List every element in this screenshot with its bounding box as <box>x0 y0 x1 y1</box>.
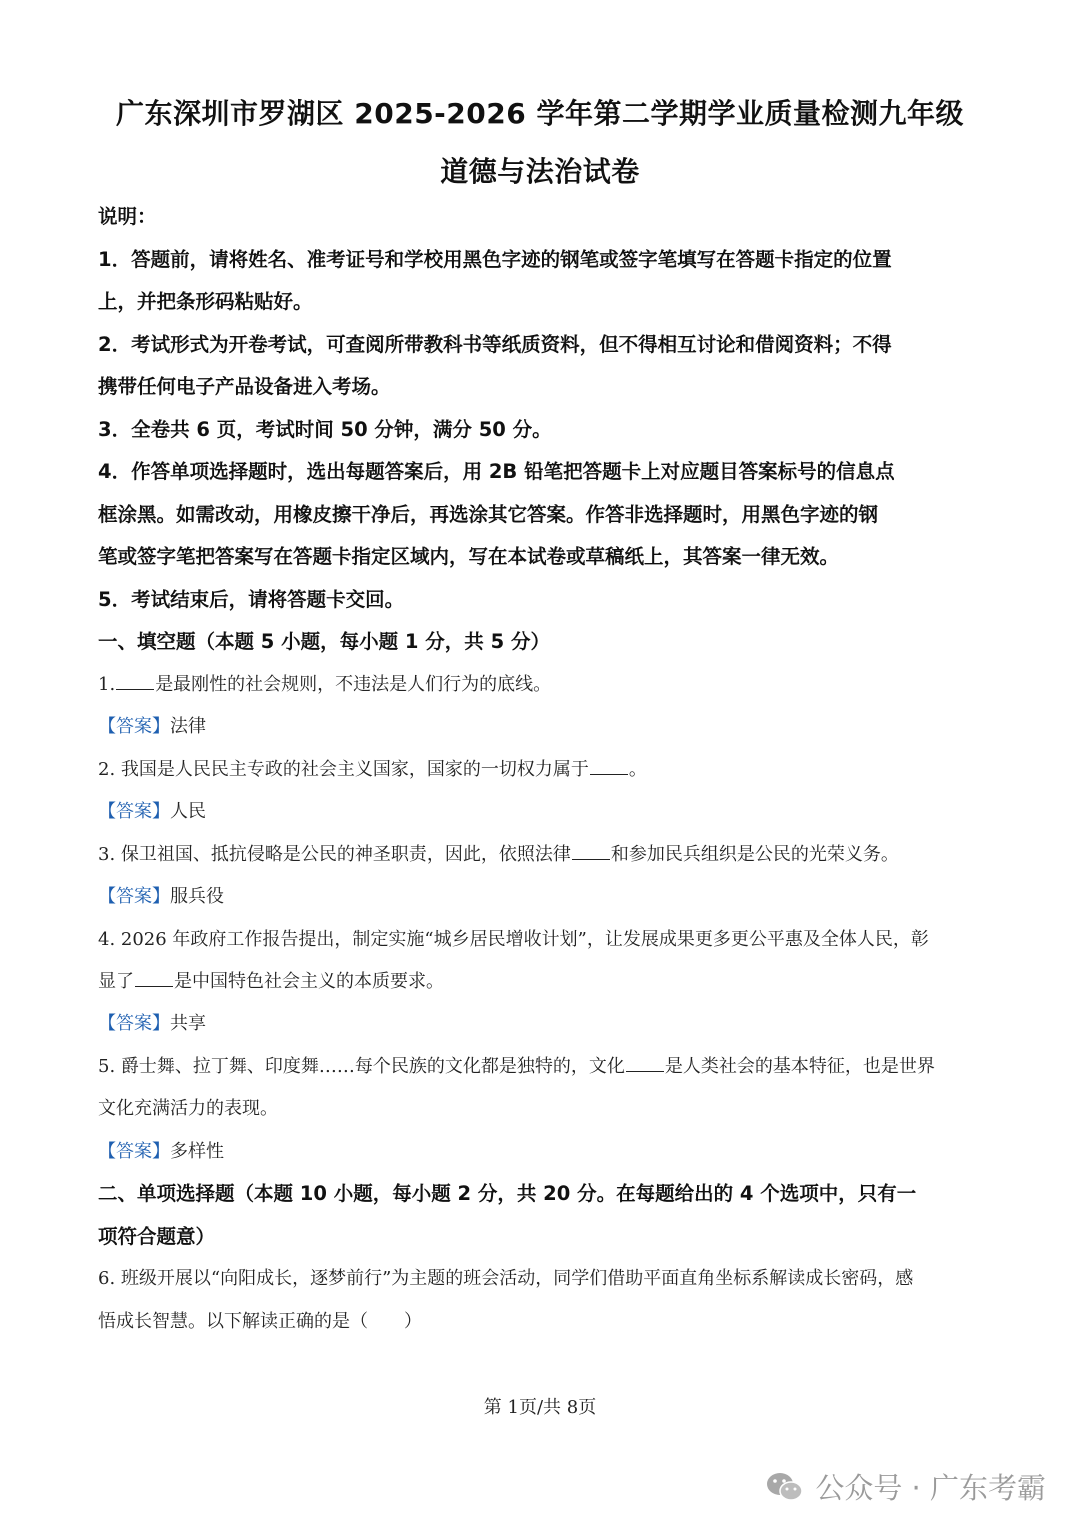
question-text: 。 <box>628 759 647 780</box>
answer-3 <box>98 883 224 911</box>
question-text: 是中国特色社会主义的本质要求。 <box>174 971 444 992</box>
answer-text: 服兵役 <box>170 886 224 907</box>
fill-blank <box>135 968 173 987</box>
page-number: 第 1页/共 8页 <box>483 1397 597 1418</box>
section2-heading-line1: 二、单项选择题（本题 10 小题，每小题 2 分，共 20 分。在每题给出的 4 个选项中，只有一 <box>98 1182 917 1205</box>
question-3 <box>98 841 899 869</box>
instruction-line: 携带任何电子产品设备进入考场。 <box>98 375 391 398</box>
instruction-line: 笔或签字笔把答案写在答题卡指定区域内，写在本试卷或草稿纸上，其答案一律无效。 <box>98 545 840 568</box>
question-5-line2: 文化充满活力的表现。 <box>98 1098 278 1119</box>
answer-5 <box>98 1138 224 1166</box>
question-text: 是人类社会的基本特征，也是世界 <box>664 1056 935 1077</box>
question-text: 显了 <box>98 971 134 992</box>
question-6-line1: 6. 班级开展以“向阳成长，逐梦前行”为主题的班会活动，同学们借助平面直角坐标系解读成长密码，感 <box>98 1268 914 1289</box>
answer-tag: 【答案】 <box>98 716 170 737</box>
answer-tag: 【答案】 <box>98 1141 170 1162</box>
answer-tag: 【答案】 <box>98 801 170 822</box>
fill-blank <box>572 841 610 860</box>
answer-1 <box>98 713 206 741</box>
exam-title-line1: 广东深圳市罗湖区 2025-2026 学年第二学期学业质量检测九年级 <box>116 97 964 130</box>
wechat-icon <box>765 1470 805 1504</box>
watermark <box>765 1466 1046 1507</box>
instruction-line: 1．答题前，请将姓名、准考证号和学校用黑色字迹的钢笔或签字笔填写在答题卡指定的位置 <box>98 248 892 271</box>
fill-blank <box>116 671 154 690</box>
question-4-line2 <box>98 968 444 996</box>
section2-heading-line2: 项符合题意） <box>98 1225 216 1248</box>
question-text: 2. 我国是人民民主专政的社会主义国家，国家的一切权力属于 <box>98 759 589 780</box>
watermark-text: 公众号 · 广东考霸 <box>815 1471 1046 1505</box>
answer-text: 人民 <box>170 801 206 822</box>
answer-text: 共享 <box>170 1013 206 1034</box>
instruction-line: 2．考试形式为开卷考试，可查阅所带教科书等纸质资料，但不得相互讨论和借阅资料；不得 <box>98 333 892 356</box>
instruction-line: 上，并把条形码粘贴好。 <box>98 290 313 313</box>
question-1 <box>98 671 551 699</box>
fill-blank <box>626 1053 664 1072</box>
answer-tag: 【答案】 <box>98 886 170 907</box>
question-5-line1 <box>98 1053 935 1081</box>
answer-text: 法律 <box>170 716 206 737</box>
question-text: 1. <box>98 674 116 695</box>
instructions-heading: 说明： <box>98 205 157 228</box>
question-text: 是最刚性的社会规则，不违法是人们行为的底线。 <box>155 674 552 695</box>
answer-text: 多样性 <box>170 1141 224 1162</box>
answer-tag: 【答案】 <box>98 1013 170 1034</box>
answer-4 <box>98 1010 206 1038</box>
question-2 <box>98 756 647 784</box>
answer-2 <box>98 798 206 826</box>
instruction-line: 4．作答单项选择题时，选出每题答案后，用 2B 铅笔把答题卡上对应题目答案标号的信息点 <box>98 460 895 483</box>
fill-blank <box>590 756 628 775</box>
question-text: 5. 爵士舞、拉丁舞、印度舞……每个民族的文化都是独特的，文化 <box>98 1056 625 1077</box>
question-text: 3. 保卫祖国、抵抗侵略是公民的神圣职责，因此，依照法律 <box>98 844 571 865</box>
instruction-line: 3．全卷共 6 页，考试时间 50 分钟，满分 50 分。 <box>98 418 552 441</box>
section1-heading: 一、填空题（本题 5 小题，每小题 1 分，共 5 分） <box>98 630 550 653</box>
question-4-line1: 4. 2026 年政府工作报告提出，制定实施“城乡居民增收计划”，让发展成果更多更公平惠及全体人民，彰 <box>98 929 929 950</box>
instruction-line: 5．考试结束后，请将答题卡交回。 <box>98 588 405 611</box>
exam-title-line2: 道德与法治试卷 <box>440 155 640 188</box>
question-6-line2: 悟成长智慧。以下解读正确的是（ ） <box>98 1311 422 1332</box>
question-text: 和参加民兵组织是公民的光荣义务。 <box>610 844 899 865</box>
instruction-line: 框涂黑。如需改动，用橡皮擦干净后，再选涂其它答案。作答非选择题时，用黑色字迹的钢 <box>98 503 879 526</box>
